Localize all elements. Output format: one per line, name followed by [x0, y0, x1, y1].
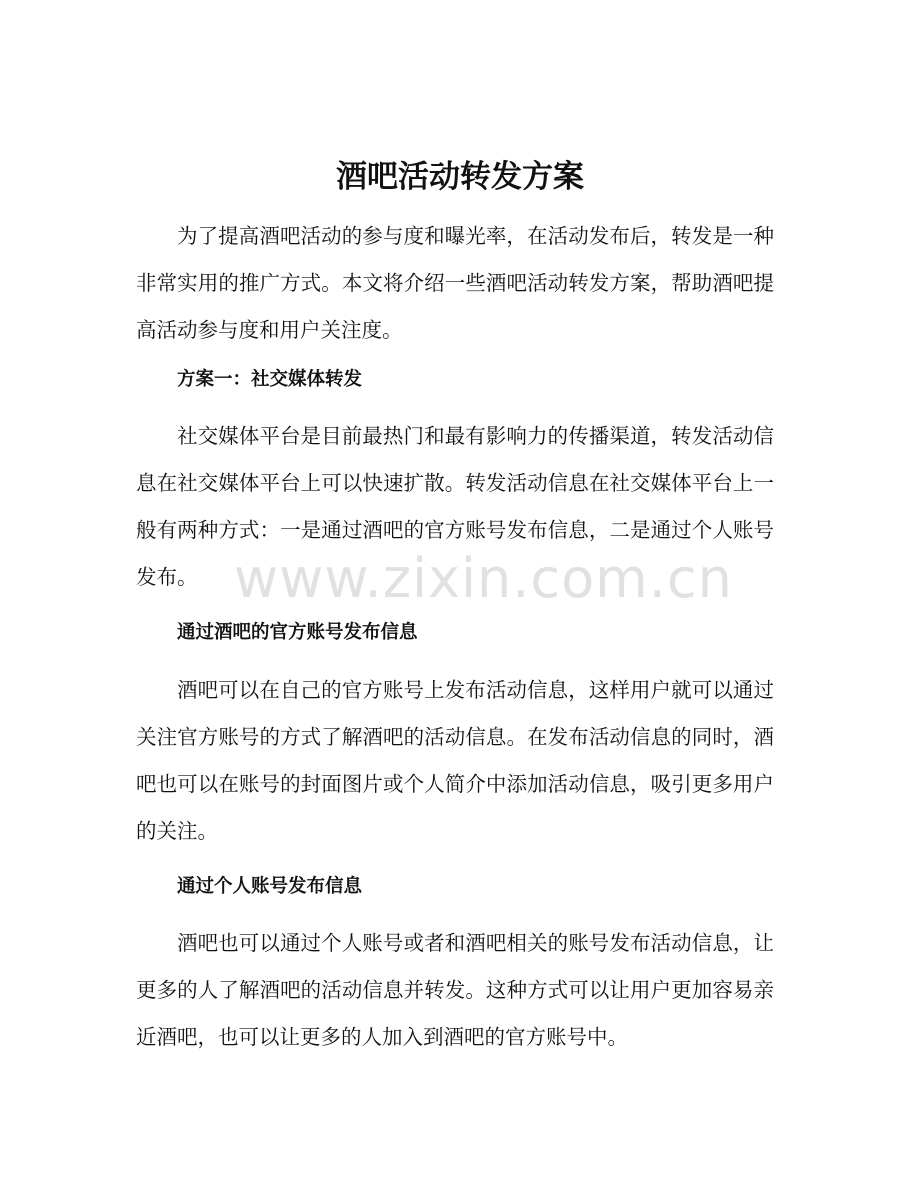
section-body-social-media: 社交媒体平台是目前最热门和最有影响力的传播渠道，转发活动信息在社交媒体平台上可以快速扩散。转发活动信息在社交媒体平台上一般有两种方式：一是通过酒吧的官方账号发布信息，二是通过个人账号发布。 [136, 424, 774, 589]
document-title: 酒吧活动转发方案 [336, 159, 584, 195]
section-heading-social-media: 方案一：社交媒体转发 [177, 369, 363, 390]
intro-paragraph: 为了提高酒吧活动的参与度和曝光率，在活动发布后，转发是一种非常实用的推广方式。本文将介绍一些酒吧活动转发方案，帮助酒吧提高活动参与度和用户关注度。 [136, 224, 774, 342]
watermark: www.zixin.com.cn [234, 547, 733, 610]
subsection-heading-personal-account: 通过个人账号发布信息 [177, 876, 363, 897]
subsection-body-personal-account: 酒吧也可以通过个人账号或者和酒吧相关的账号发布活动信息，让更多的人了解酒吧的活动信息并转发。这种方式可以让用户更加容易亲近酒吧，也可以让更多的人加入到酒吧的官方账号中。 [136, 931, 774, 1049]
subsection-heading-official-account: 通过酒吧的官方账号发布信息 [177, 622, 418, 643]
subsection-body-official-account: 酒吧可以在自己的官方账号上发布活动信息，这样用户就可以通过关注官方账号的方式了解酒吧的活动信息。在发布活动信息的同时，酒吧也可以在账号的封面图片或个人简介中添加活动信息，吸引更多用户的关注。 [136, 678, 774, 843]
